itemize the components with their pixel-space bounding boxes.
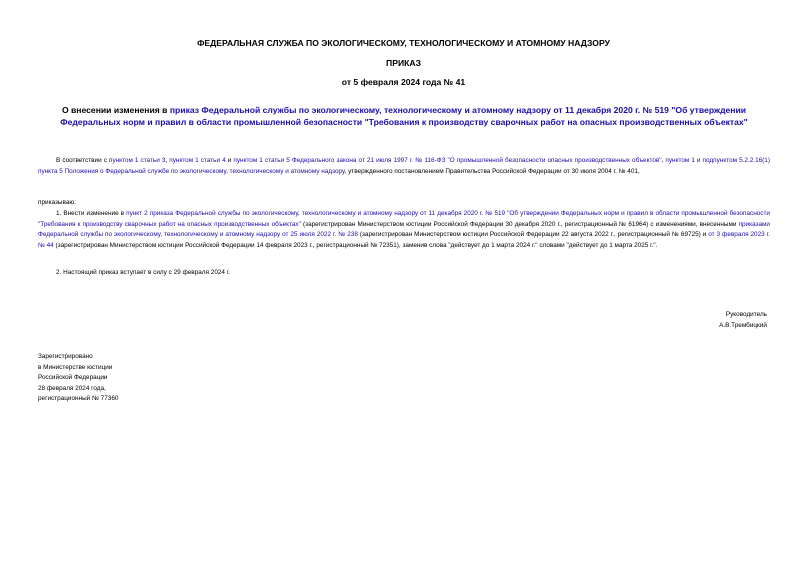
intro-text-1: В соответствии с [56,157,109,164]
link-item2-order-519[interactable]: пункт 2 приказа Федеральной службы по экологическому, технологическому и атомному надзору от 11 декабря 2020 г. № 519 "Об утверждении Федеральных норм и правил в области промышленной безопасности "Требования к производству сварочных работ на опасных производственных объектах" [38,210,770,228]
link-art3[interactable]: пунктом 1 статьи 3 [108,157,166,164]
signature-name: А.В.Трембицкий [719,321,767,329]
registration-line: в Министерстве юстиции [38,363,113,371]
intro-text-2: , [165,157,170,164]
link-order-238[interactable]: приказами Федеральной службы по экологическому, технологическому и атомному надзору от 25 июля 2022 г. № 238 [38,220,770,239]
item1-text-1: 1. Внести изменение в [56,210,127,217]
subject-link-order-519[interactable]: приказ Федеральной службы по экологическому, технологическому и атомному надзору от 11 декабря 2020 г. № 519 "Об утверждении Федеральных норм и правил в области промышленной безопасности "Требования к производству сварочных работ на опасных производственных объектах" [60,105,748,127]
agency-name: ФЕДЕРАЛЬНАЯ СЛУЖБА ПО ЭКОЛОГИЧЕСКОМУ, ТЕХНОЛОГИЧЕСКОМУ И АТОМНОМУ НАДЗОРУ [197,38,610,48]
item1-text-2: (зарегистрирован Министерством юстиции Российской Федерации 30 декабря 2020 г., регистрационный № 61964) с изменениями, внесенными [300,220,739,228]
intro-text-3: и [225,157,234,164]
subject-prefix: О внесении изменения в [61,105,170,115]
item-1-paragraph [38,209,770,251]
order-word: приказываю: [38,199,76,206]
document-subject [44,104,764,128]
registration-line: Российской Федерации [38,374,108,382]
document-type: ПРИКАЗ [386,58,421,68]
intro-text-5: , утвержденного постановлением Правительства Российской Федерации от 30 июля 2004 г. № 401, [344,167,640,175]
item1-text-4: (зарегистрирован Министерством юстиции Российской Федерации 14 февраля 2023 г., регистрационный № 72351), заменив слова "действует до 1 марта 2024 г." словами "действует до 1 марта 2025 г.". [53,241,658,249]
registration-line: регистрационный № 77360 [38,395,119,403]
registration-line: Зарегистрировано [38,353,93,360]
document-date: от 5 февраля 2024 года № 41 [341,77,466,87]
link-order-44[interactable]: от 3 февраля 2023 г. № 44 [38,231,770,249]
signature-role: Руководитель [725,311,767,318]
link-regulation[interactable]: пунктом 1 и подпунктом 5.2.2.16(1) пункта 5 Положения о Федеральной службе по экологическому, технологическому и атомному надзору [38,157,770,175]
signature-block [719,310,767,331]
item-2-paragraph: 2. Настоящий приказ вступает в силу с 29 февраля 2024 г. [56,269,231,276]
registration-line: 28 февраля 2024 года, [38,384,106,392]
intro-text-4: , [661,157,666,164]
item1-text-3: (зарегистрирован Министерством юстиции Российской Федерации 22 августа 2022 г., регистрационный № 69725) и [357,231,709,239]
intro-paragraph [38,156,770,177]
link-art4[interactable]: пунктом 1 статьи 4 [169,157,226,164]
link-art5-law-116[interactable]: пунктом 1 статьи 5 Федерального закона от 21 июля 1997 г. № 116-ФЗ "О промышленной безопасности опасных производственных объектов" [233,157,662,164]
registration-block [38,352,118,405]
